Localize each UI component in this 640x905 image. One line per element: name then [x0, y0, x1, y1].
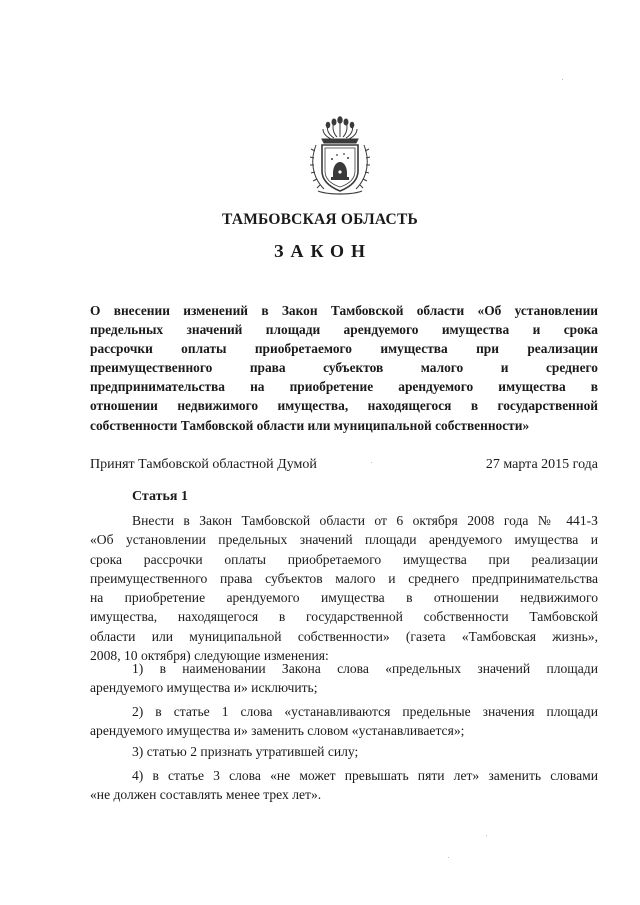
paragraph-line: преимущественного права субъектов малого и среднего предпринимательства — [90, 570, 598, 586]
coat-of-arms-icon — [304, 115, 376, 197]
paragraph-line: 3) статью 2 признать утратившей силу; — [132, 744, 359, 759]
law-title — [90, 301, 598, 435]
paragraph-line: 2008, 10 октября) следующие изменения: — [90, 648, 329, 664]
scan-speck — [486, 835, 487, 836]
article-intro — [90, 511, 598, 665]
paragraph-line: 2) в статье 1 слова «устанавливаются предельные значения площади — [132, 704, 598, 719]
law-title-line: предельных значений площади арендуемого имущества и срока — [90, 322, 598, 338]
paragraph-line: 1) в наименовании Закона слова «предельных значений площади — [132, 661, 598, 676]
law-title-line: собственности Тамбовской области или муниципальной собственности» — [90, 417, 530, 433]
law-title-line: преимущественного права субъектов малого и среднего — [90, 360, 598, 376]
paragraph-line: имущества, находящегося в государственной собственности Тамбовской — [90, 609, 598, 625]
law-title-line: отношении недвижимого имущества, находящегося в государственной — [90, 398, 598, 414]
scan-speck — [448, 857, 449, 858]
region-name: ТАМБОВСКАЯ ОБЛАСТЬ — [222, 211, 418, 228]
paragraph-line: арендуемого имущества и» исключить; — [90, 680, 318, 696]
adoption-body: Принят Тамбовской областной Думой — [90, 457, 317, 472]
scan-speck — [562, 79, 563, 80]
paragraph-line: срока рассрочки оплаты приобретаемого имущества при реализации — [90, 551, 598, 567]
paragraph-line: области или муниципальной собственности» (газета «Тамбовская жизнь», — [90, 628, 598, 644]
paragraph-line: Внести в Закон Тамбовской области от 6 октября 2008 года № 441-З — [132, 513, 598, 528]
document-type: ЗАКОН — [273, 241, 373, 261]
paragraph-line: 4) в статье 3 слова «не может превышать пяти лет» заменить словами — [132, 768, 598, 783]
scan-speck — [371, 462, 372, 463]
paragraph-line: «не должен составлять менее трех лет». — [90, 787, 322, 803]
paragraph-line: «Об установлении предельных значений площади арендуемого имущества и — [90, 532, 598, 548]
amendment-item-4 — [90, 766, 598, 805]
paragraph-line: арендуемого имущества и» заменить словом «устанавливается»; — [90, 723, 465, 739]
law-title-line: рассрочки оплаты приобретаемого имущества при реализации — [90, 341, 598, 357]
adoption-date: 27 марта 2015 года — [485, 457, 598, 472]
law-title-line: предпринимательства на приобретение арендуемого имущества в — [90, 379, 598, 395]
amendment-item-3 — [90, 742, 598, 761]
adoption-line — [90, 457, 598, 473]
article-heading: Статья 1 — [132, 489, 188, 504]
amendment-item-1 — [90, 659, 598, 698]
paragraph-line: на приобретение арендуемого имущества в отношении недвижимого — [90, 590, 598, 606]
amendment-item-2 — [90, 702, 598, 741]
law-title-line: О внесении изменений в Закон Тамбовской области «Об установлении — [90, 303, 598, 318]
